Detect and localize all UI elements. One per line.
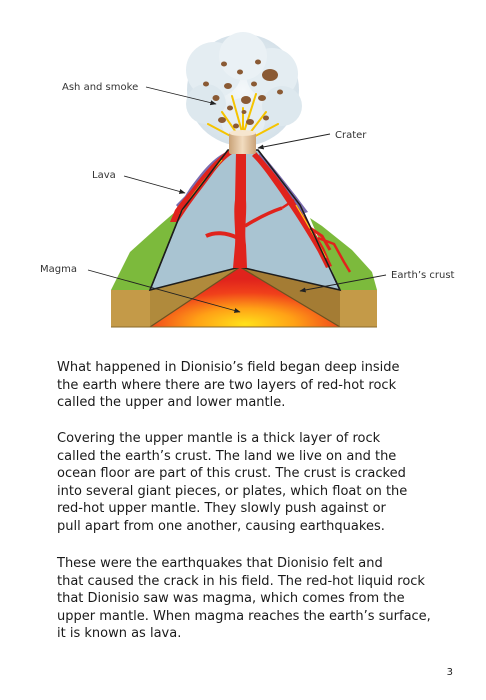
crust-left-face: [111, 290, 150, 327]
paragraph-magma: These were the earthquakes that Dionisio felt and that caused the crack in his field. The red-hot liquid rock that Dionisio saw was magma, which comes from the upper mantle. When magma reaches the earth’s surface, it is known as lava.: [57, 556, 431, 642]
volcano-diagram: [0, 0, 486, 345]
crust-right-face: [340, 290, 377, 327]
label-earths-crust: Earth’s crust: [391, 270, 455, 281]
paragraph-mantle: What happened in Dionisio’s field began deep inside the earth where there are two layers of red-hot rock called the upper and lower mantle.: [57, 360, 400, 411]
label-ash-and-smoke: Ash and smoke: [62, 82, 139, 93]
paragraph-crust: Covering the upper mantle is a thick layer of rock called the earth’s crust. The land we live on and the ocean floor are part of this crust. The crust is cracked into several giant pieces, or plates, which float on the red-hot upper mantle. They slowly push against or pull apart from one another, causing earthquakes.: [57, 431, 408, 534]
label-lava: Lava: [92, 170, 116, 181]
pointer-lava: [124, 176, 185, 193]
label-crater: Crater: [335, 130, 367, 141]
label-magma: Magma: [40, 264, 77, 275]
ash-and-smoke-cloud: [186, 32, 302, 146]
page-number: 3: [446, 667, 453, 678]
